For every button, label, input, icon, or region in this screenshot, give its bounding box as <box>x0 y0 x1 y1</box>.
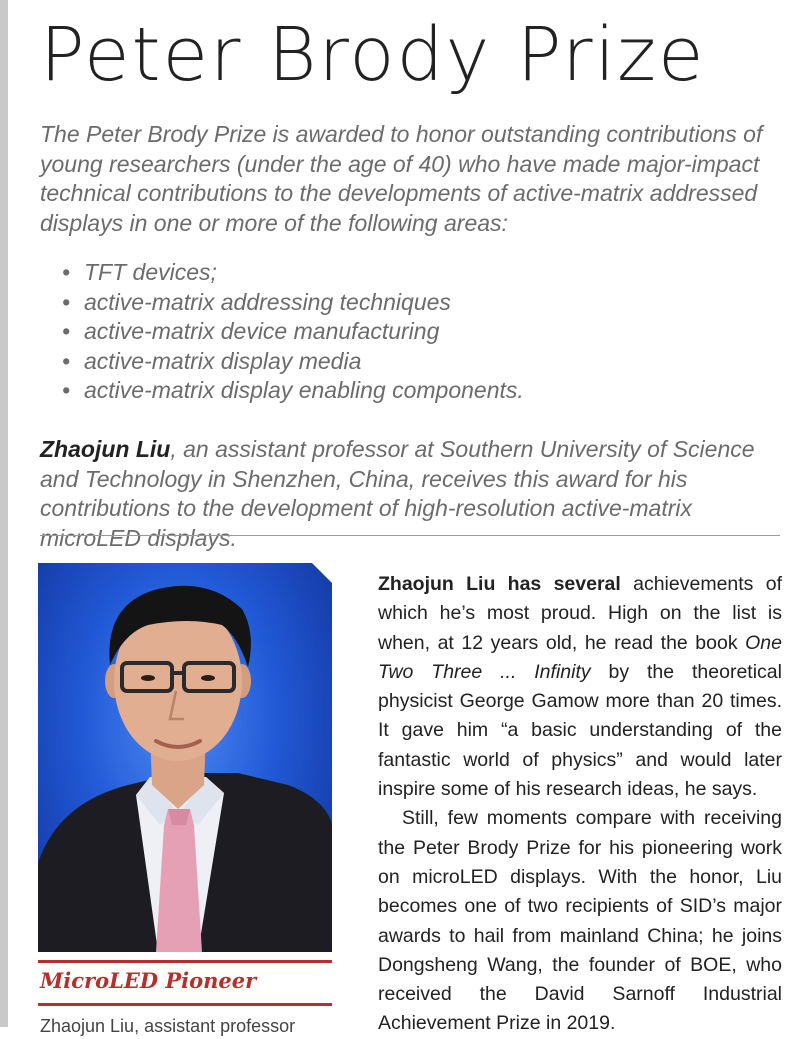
book-title: One Two Three ... Infinity <box>378 631 782 683</box>
bullet: • <box>62 288 71 315</box>
list-item: • TFT devices; <box>62 258 762 288</box>
portrait-illustration <box>38 563 332 952</box>
article-body <box>378 570 782 1039</box>
paragraph: Zhaojun Liu has several achievements of which he’s most proud. High on the list is when, at 12 years old, he read the book One Two Three ... Infinity by the theoretical physicist George Gamow more than 20 times. It gave him “a basic understanding of the fantastic world of physics” and would later inspire some of his research ideas, he says. <box>378 573 782 801</box>
list-item: • active-matrix display enabling components. <box>62 376 762 406</box>
paragraph: Still, few moments compare with receiving the Peter Brody Prize for his pioneering work on microLED displays. With the honor, Liu becomes one of two recipients of SID’s major awards to hail from mainland China; he joins Dongsheng Wang, the founder of BOE, who received the David Sarnoff Industrial Achievement Prize in 2019. <box>378 807 782 1035</box>
areas-list <box>62 258 762 406</box>
paragraph-lead: Zhaojun Liu has several <box>378 573 621 595</box>
caption-rule-bottom <box>38 1003 332 1006</box>
portrait-photo <box>38 563 332 952</box>
bullet: • <box>62 318 71 344</box>
caption-text: Zhaojun Liu, assistant professor <box>40 1016 296 1036</box>
bullet: • <box>62 259 71 285</box>
page-edge-rule <box>0 0 8 1027</box>
photo-corner-fold <box>311 563 332 584</box>
recipient-name: Zhaojun Liu <box>40 436 171 462</box>
caption-heading: MicroLED Pioneer <box>40 968 257 993</box>
bullet: • <box>62 377 71 403</box>
section-divider <box>40 535 780 536</box>
list-item: • active-matrix addressing techniques <box>62 288 762 318</box>
caption-rule-top <box>38 960 332 963</box>
list-item: • active-matrix device manufacturing <box>62 317 762 347</box>
prize-description: The Peter Brody Prize is awarded to honor outstanding contributions of young researchers (under the age of 40) who have made major-impact technical contributions to the developments of active-matrix addressed displays in one or more of the following areas: <box>40 121 763 236</box>
recipient-text: , an assistant professor at Southern University of Science and Technology in Shenzhen, China, receives this award for his contributions to the development of high-resolution active-matrix microLED displays. <box>40 436 755 551</box>
bullet: • <box>62 347 71 374</box>
list-item: • active-matrix display media <box>62 347 762 377</box>
page-title: Peter Brody Prize <box>40 12 706 98</box>
